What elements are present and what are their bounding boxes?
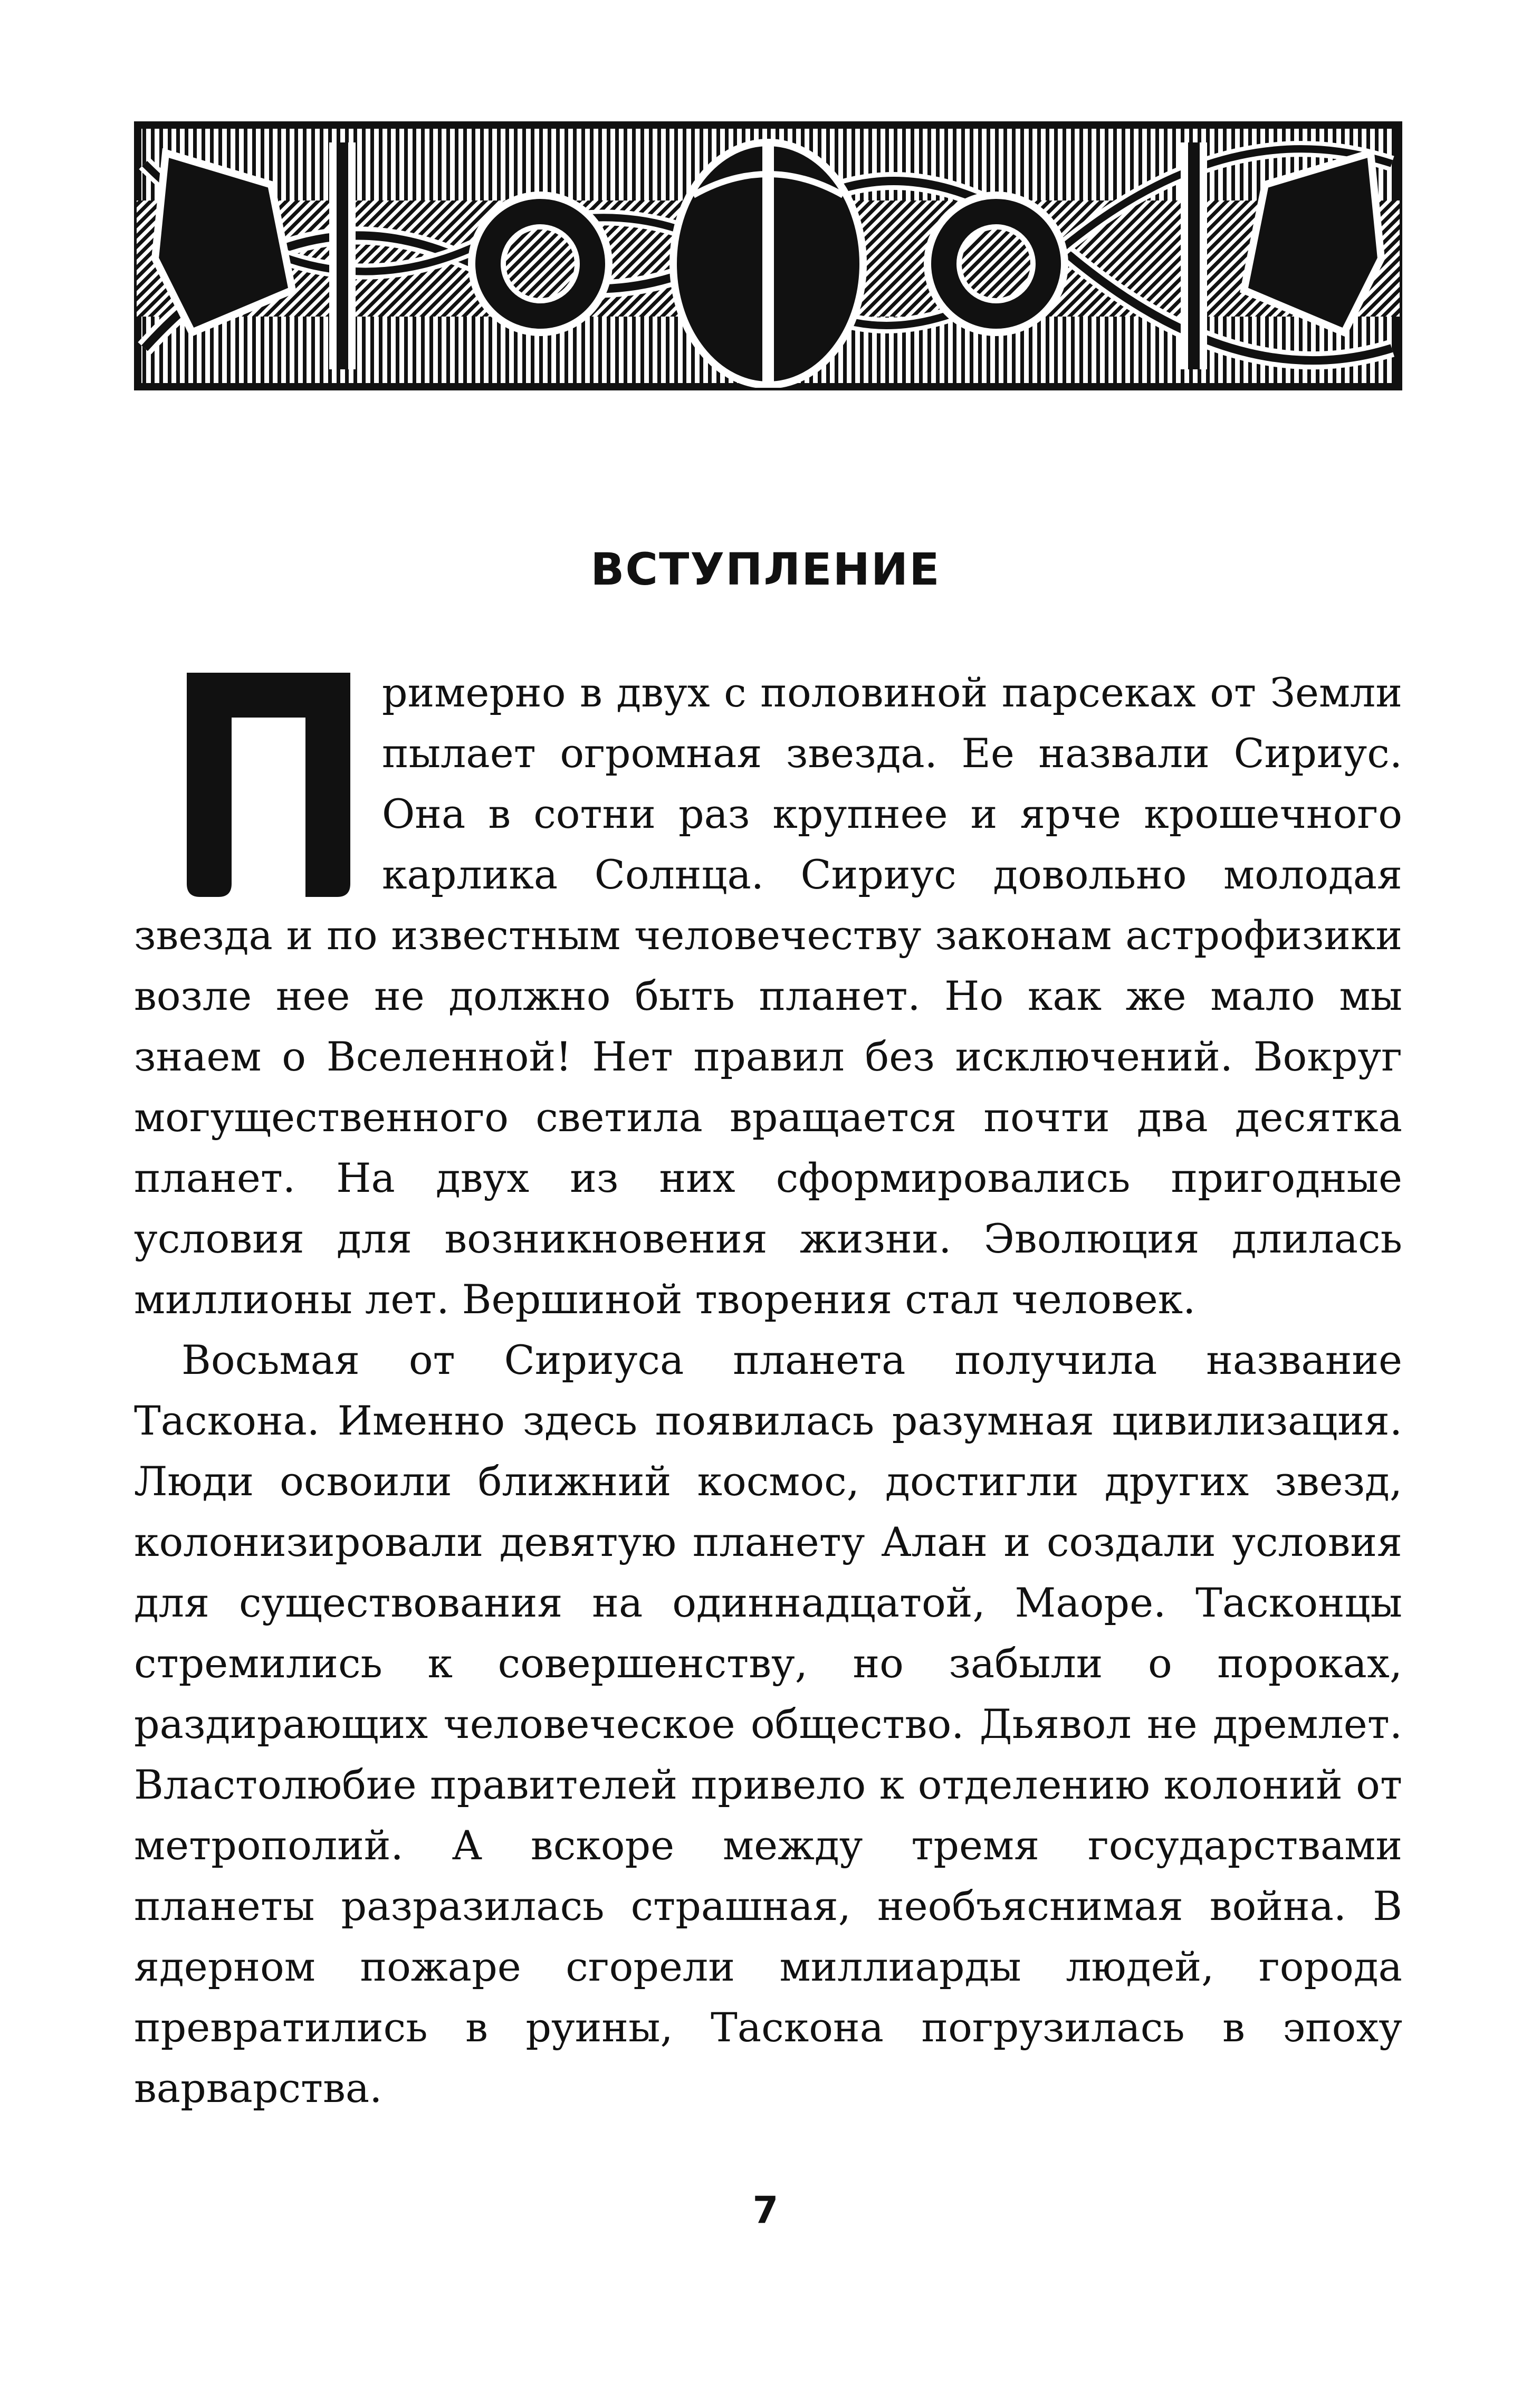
paragraph-2: Восьмая от Сириуса планета получила название Таскона. Именно здесь появилась разумная цивилизация. Люди освоили ближний космос, достигли других звезд, колонизировали девятую планету Алан и создали условия для существования на одиннадцатой, Маоре. Тасконцы стремились к совершенству, но забыли о пороках, раздирающих человеческое общество. Дьявол не дремлет. Властолюбие правителей привело к отделению колоний от метрополий. А вскоре между тремя государствами планеты разразилась страшная, необъяснимая война. В ядерном пожаре сгорели миллиарды людей, города превратились в руины, Таскона погрузилась в эпоху варварства. bbox=[134, 1336, 1402, 2111]
page-number: 7 bbox=[752, 2189, 779, 2232]
chapter-title: ВСТУПЛЕНИЕ bbox=[590, 543, 941, 595]
header-ornament bbox=[134, 121, 1402, 390]
paragraph-1 bbox=[134, 662, 1402, 1330]
drop-cap-letter bbox=[181, 673, 356, 900]
paragraph-1-text: римерно в двух с половиной парсеках от Земли пылает огромная звезда. Ее назвали Сириус. Она в сотни раз крупнее и ярче крошечного карлика Солнца. Сириус довольно молодая звезда и по известным человечеству законам астрофизики возле нее не должно быть планет. Но как же мало мы знаем о Вселенной! Нет правил без исключений. Вокруг могущественного светила вращается почти два десятка планет. На двух из них сформировались пригодные условия для возникновения жизни. Эволюция длилась миллионы лет. Вершиной творения стал человек. bbox=[134, 669, 1402, 1323]
body-text bbox=[134, 662, 1402, 2118]
drop-cap-glyph bbox=[181, 673, 356, 900]
